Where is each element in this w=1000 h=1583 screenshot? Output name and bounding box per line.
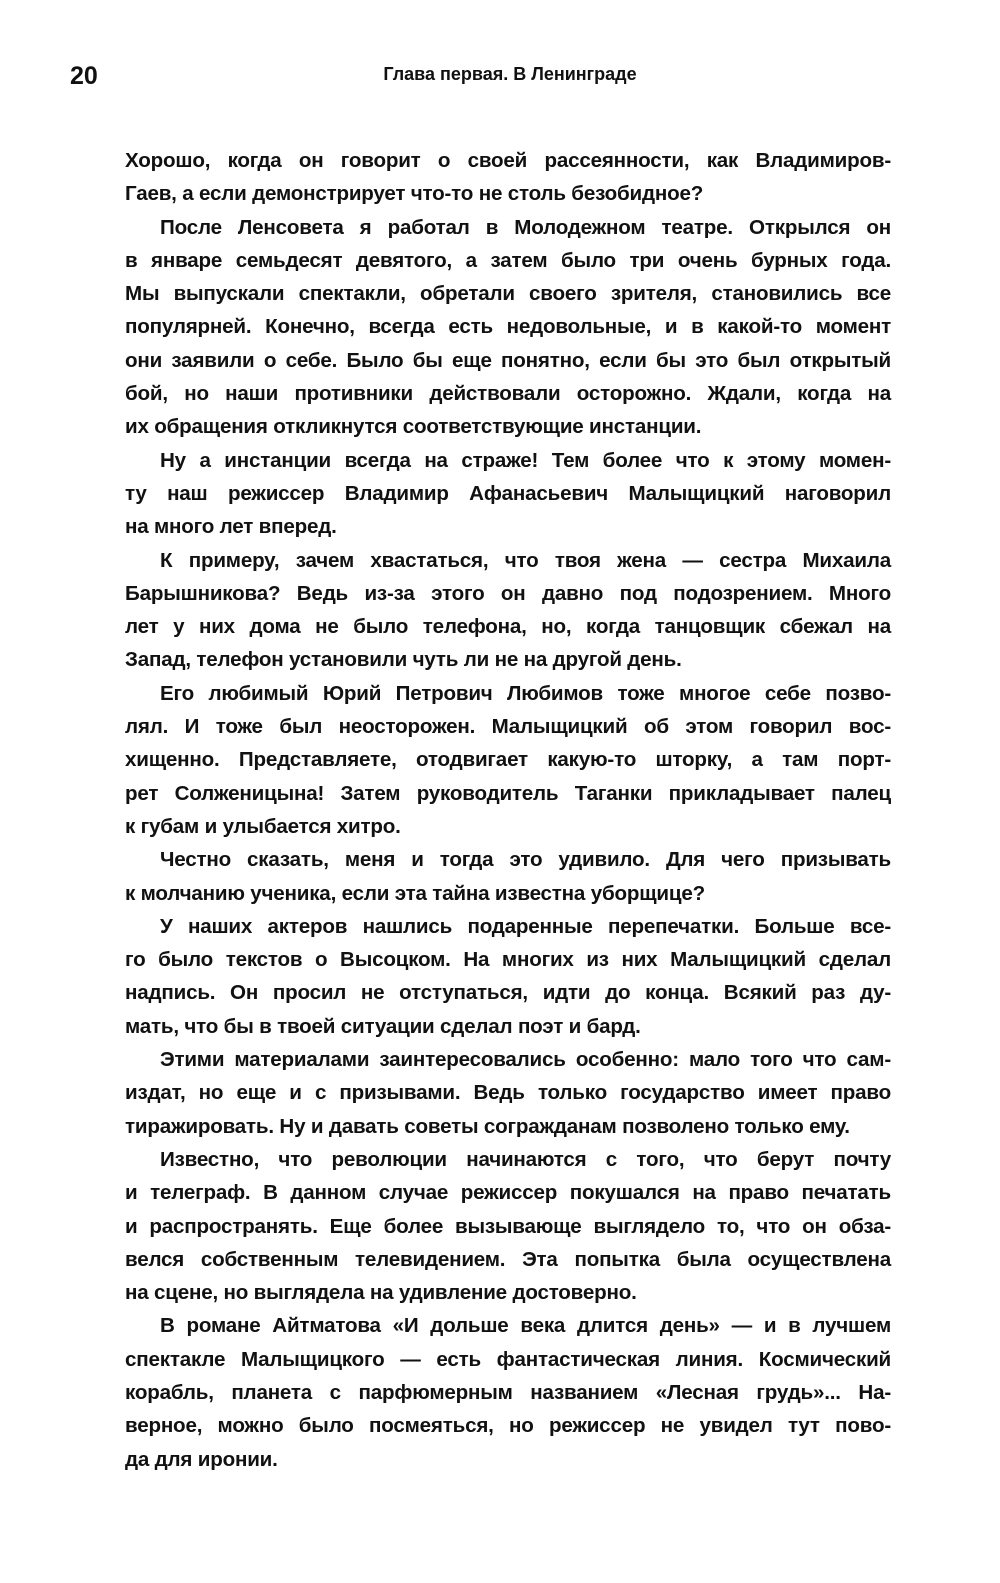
text-line: их обращения откликнутся соответствующие инстанции. (125, 415, 702, 439)
text-line: лет у них дома не было телефона, но, когда танцовщик сбежал на (125, 615, 891, 639)
text-line: бой, но наши противники действовали осторожно. Ждали, когда на (125, 382, 891, 406)
paragraph (125, 1043, 891, 1143)
text-line: Запад, телефон установили чуть ли не на другой день. (125, 648, 682, 672)
paragraph (125, 444, 891, 544)
text-line: Гаев, а если демонстрирует что-то не столь безобидное? (125, 182, 704, 206)
text-line: Этими материалами заинтересовались особенно: мало того что сам- (160, 1048, 891, 1072)
text-line: Барышникова? Ведь из-за этого он давно под подозрением. Много (125, 581, 891, 605)
text-line: на сцене, но выглядела на удивление достоверно. (125, 1281, 637, 1305)
text-line: В романе Айтматова «И дольше века длится день» — и в лучшем (160, 1314, 891, 1338)
text-line: к молчанию ученика, если эта тайна известна уборщице? (125, 881, 705, 905)
text-line: Известно, что революции начинаются с того, что берут почту (160, 1147, 891, 1171)
text-line: популярней. Конечно, всегда есть недовольные, и в какой-то момент (125, 315, 891, 339)
text-line: издат, но еще и с призывами. Ведь только государство имеет право (125, 1081, 891, 1105)
text-line: го было текстов о Высоцком. На многих из них Малыщицкий сделал (125, 948, 891, 972)
body-text (125, 144, 891, 1476)
paragraph (125, 910, 891, 1043)
paragraph (125, 843, 891, 910)
text-line: хищенно. Представляете, отодвигает какую-то шторку, а там порт- (125, 748, 891, 772)
paragraph (125, 211, 891, 444)
text-line: и телеграф. В данном случае режиссер покушался на право печатать (125, 1181, 891, 1205)
text-line: лял. И тоже был неосторожен. Малыщицкий об этом говорил вос- (125, 715, 891, 739)
text-line: Ну а инстанции всегда на страже! Тем более что к этому момен- (160, 448, 891, 472)
text-line: тиражировать. Ну и давать советы согражданам позволено только ему. (125, 1114, 850, 1138)
running-head: Глава первая. В Ленинграде (383, 64, 637, 84)
text-line: К примеру, зачем хвастаться, что твоя жена — сестра Михаила (160, 548, 891, 572)
paragraph (125, 677, 891, 843)
text-line: верное, можно было посмеяться, но режиссер не увидел тут пово- (125, 1414, 891, 1438)
text-line: велся собственным телевидением. Эта попытка была осуществлена (125, 1247, 891, 1271)
paragraph (125, 1143, 891, 1309)
text-line: рет Солженицына! Затем руководитель Таганки прикладывает палец (125, 781, 891, 805)
paragraph (125, 144, 891, 211)
text-line: Мы выпускали спектакли, обретали своего зрителя, становились все (125, 282, 891, 306)
text-line: После Ленсовета я работал в Молодежном театре. Открылся он (160, 215, 891, 239)
text-line: У наших актеров нашлись подаренные перепечатки. Больше все- (160, 914, 891, 938)
page-number: 20 (70, 62, 98, 90)
text-line: ту наш режиссер Владимир Афанасьевич Малыщицкий наговорил (125, 481, 891, 505)
text-line: в январе семьдесят девятого, а затем было три очень бурных года. (125, 248, 891, 272)
paragraph (125, 1309, 891, 1475)
text-line: Его любимый Юрий Петрович Любимов тоже многое себе позво- (160, 681, 891, 705)
text-line: Хорошо, когда он говорит о своей рассеянности, как Владимиров- (125, 149, 891, 172)
text-line: да для иронии. (125, 1447, 278, 1471)
text-line: корабль, планета с парфюмерным названием «Лесная грудь»... На- (125, 1380, 891, 1404)
text-line: они заявили о себе. Было бы еще понятно, если бы это был открытый (125, 348, 891, 372)
text-line: надпись. Он просил не отступаться, идти до конца. Всякий раз ду- (125, 981, 891, 1005)
text-line: мать, что бы в твоей ситуации сделал поэт и бард. (125, 1014, 641, 1038)
text-line: спектакле Малыщицкого — есть фантастическая линия. Космический (125, 1347, 891, 1371)
text-line: к губам и улыбается хитро. (125, 814, 401, 838)
text-line: и распространять. Еще более вызывающе выглядело то, что он обза- (125, 1214, 891, 1238)
paragraph (125, 544, 891, 677)
text-line: на много лет вперед. (125, 515, 337, 539)
text-line: Честно сказать, меня и тогда это удивило. Для чего призывать (160, 848, 891, 872)
